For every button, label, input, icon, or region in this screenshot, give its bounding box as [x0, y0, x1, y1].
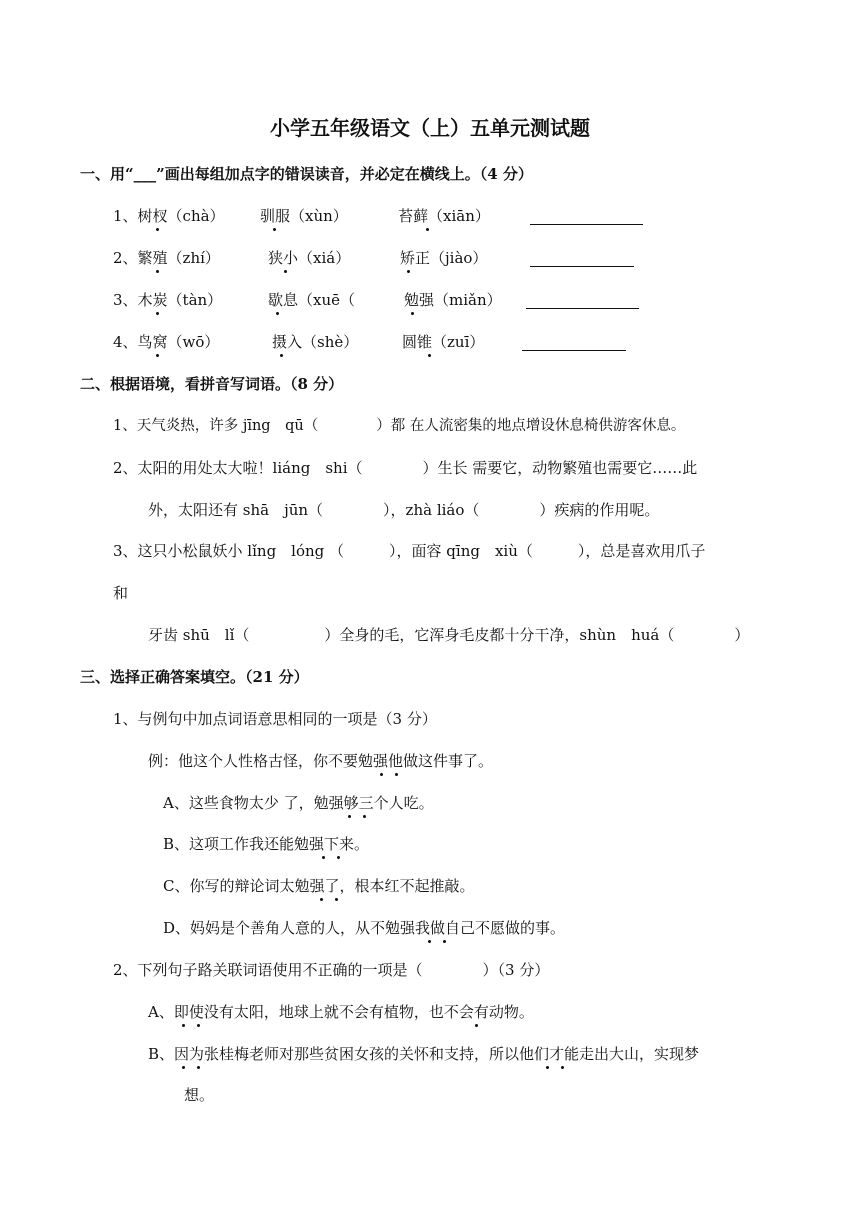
emphasis-dot [197, 1066, 200, 1069]
s1-row1-c: 苔藓（xiān） [398, 207, 490, 225]
s1-row3-b: 歇息（xuē（ [268, 291, 355, 309]
emphasis-dot [280, 354, 283, 357]
s1-row2-c: 矫正（jiào） [400, 249, 488, 267]
emphasis-dot [337, 856, 340, 859]
emphasis-dot [561, 1066, 564, 1069]
answer-line-4[interactable] [522, 350, 626, 351]
emphasis-dot [284, 270, 287, 273]
s1-row1-a: 1、树杈（chà） [113, 207, 225, 225]
s3-q1-option-c: C、你写的辩论词太勉强了，根本红不起推敲。 [163, 877, 475, 895]
answer-line-2[interactable] [530, 266, 634, 267]
s3-question-2: 2、下列句子路关联词语使用不正确的一项是（ ）（3 分） [113, 961, 550, 979]
emphasis-dot [348, 815, 351, 818]
s1-row3-c: 勉强（miǎn） [404, 291, 502, 309]
emphasis-dot [475, 1024, 478, 1027]
s2-line-4: 3、这只小松鼠妖小 lǐng lóng （ ），面容 qīng xiù（ ），总是喜欢用爪子 [113, 542, 706, 560]
s2-line-1: 1、天气炎热，许多 jīng qū（ ）都 在人流密集的地点增设休息椅供游客休息。 [113, 418, 686, 434]
emphasis-dot [322, 856, 325, 859]
emphasis-dot [428, 940, 431, 943]
section-1-heading: 一、用“___”画出每组加点字的错误读音，并必定在横线上。（4 分） [80, 165, 533, 183]
answer-line-1[interactable] [530, 224, 643, 225]
emphasis-dot [426, 228, 429, 231]
emphasis-dot [273, 228, 276, 231]
emphasis-dot [395, 773, 398, 776]
emphasis-dot [156, 354, 159, 357]
emphasis-dot [156, 270, 159, 273]
emphasis-dot [182, 1024, 185, 1027]
s1-row4-b: 摄入（shè） [272, 333, 359, 351]
s3-example: 例：他这个人性格古怪，你不要勉强他做这件事了。 [148, 752, 494, 770]
s2-line-6: 牙齿 shū lǐ（ ）全身的毛，它浑身毛皮都十分干净，shùn huá（ ） [148, 626, 750, 644]
page-title: 小学五年级语文（上）五单元测试题 [270, 116, 590, 140]
s3-q2-option-a: A、即使没有太阳，地球上就不会有植物，也不会有动物。 [148, 1003, 534, 1021]
emphasis-dot [407, 270, 410, 273]
emphasis-dot [335, 898, 338, 901]
s3-q1-option-d: D、妈妈是个善角人意的人，从不勉强我做自己不愿做的事。 [163, 919, 566, 937]
s1-row4-c: 圆锥（zuī） [402, 333, 485, 351]
s3-q2-option-b: B、因为张桂梅老师对那些贫困女孩的关怀和支持，所以他们才能走出大山，实现梦 [148, 1045, 700, 1063]
s1-row2-b: 狭小（xiá） [268, 249, 351, 267]
emphasis-dot [428, 354, 431, 357]
section-3-heading: 三、选择正确答案填空。（21 分） [80, 668, 309, 686]
section-2-heading: 二、根据语境，看拼音写词语。（8 分） [80, 375, 344, 393]
emphasis-dot [546, 1066, 549, 1069]
emphasis-dot [363, 815, 366, 818]
emphasis-dot [411, 312, 414, 315]
emphasis-dot [156, 228, 159, 231]
s1-row2-a: 2、繁殖（zhí） [113, 249, 220, 267]
s1-row4-a: 4、鸟窝（wō） [113, 333, 220, 351]
emphasis-dot [197, 1024, 200, 1027]
s2-line-2: 2、太阳的用处太大啦！liáng shi（ ）生长 需要它，动物繁殖也需要它……此 [113, 459, 698, 477]
s2-line-3: 外，太阳还有 shā jūn（ ），zhà liáo（ ）疾病的作用呢。 [148, 501, 660, 519]
s3-q1-option-a: A、这些食物太少 了，勉强够三个人吃。 [163, 794, 434, 812]
s2-line-5: 和 [113, 584, 129, 602]
emphasis-dot [276, 312, 279, 315]
emphasis-dot [156, 312, 159, 315]
emphasis-dot [320, 898, 323, 901]
s1-row3-a: 3、木炭（tàn） [113, 291, 223, 309]
answer-line-3[interactable] [526, 308, 639, 309]
s3-question-1: 1、与例句中加点词语意思相同的一项是（3 分） [113, 710, 437, 728]
s3-q1-option-b: B、这项工作我还能勉强下来。 [163, 835, 370, 853]
emphasis-dot [182, 1066, 185, 1069]
emphasis-dot [443, 940, 446, 943]
s1-row1-b: 驯服（xùn） [260, 207, 348, 225]
emphasis-dot [380, 773, 383, 776]
s3-q2-option-b-cont: 想。 [184, 1086, 215, 1104]
